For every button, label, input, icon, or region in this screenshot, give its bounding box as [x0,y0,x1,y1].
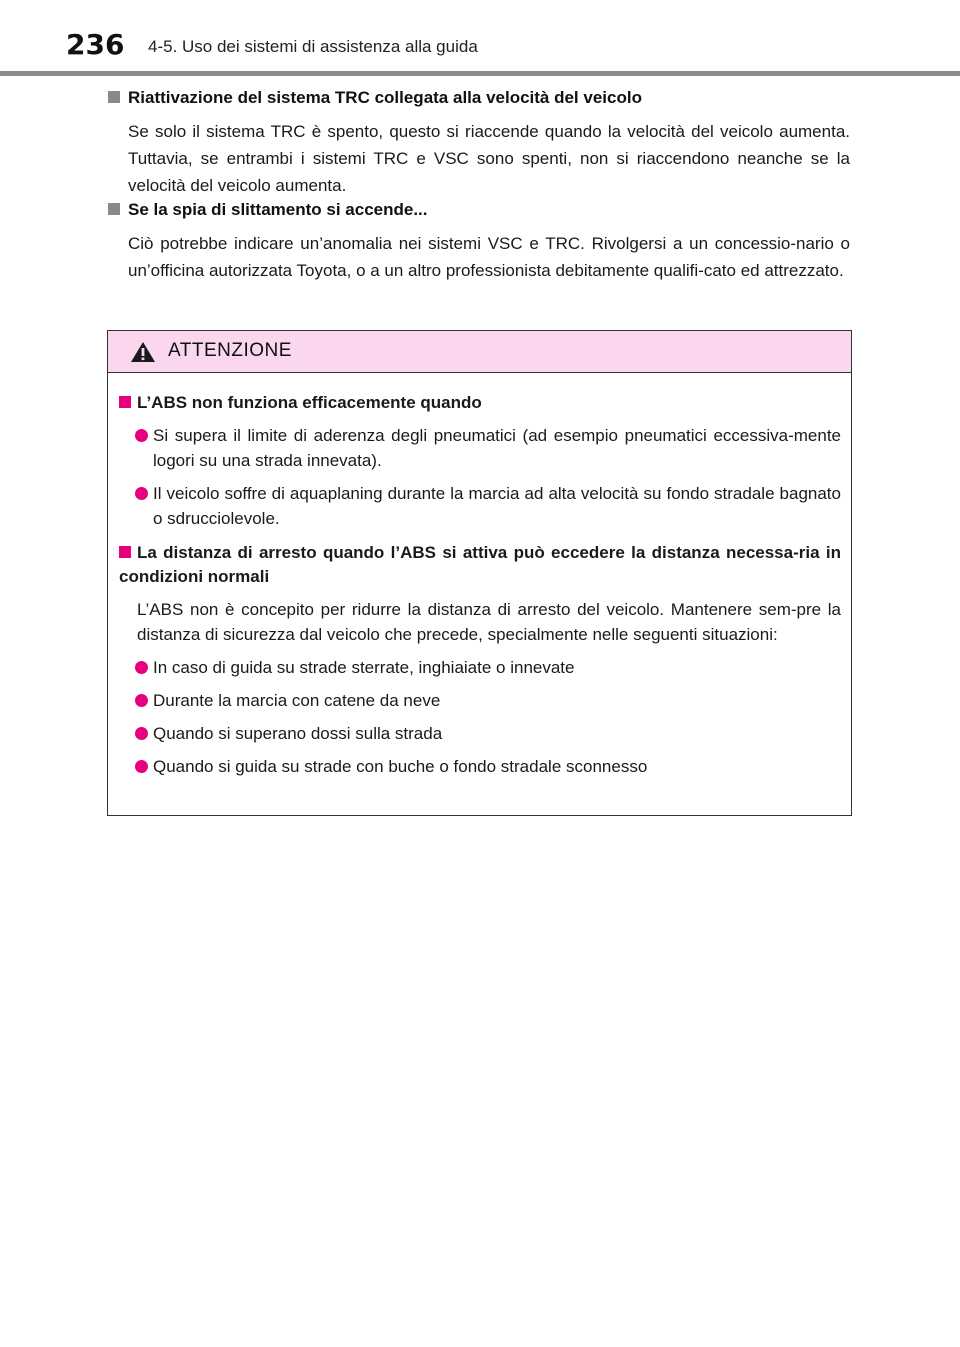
list-item: Quando si superano dossi sulla strada [119,721,841,746]
section-text: Se solo il sistema TRC è spento, questo si riaccende quando la velocità del veicolo aumenta. Tuttavia, se entrambi i sistemi TRC e VSC sono spenti, non si riaccendono neanche se la velocità del veicolo aumenta. [128,122,850,195]
warning-section-heading: La distanza di arresto quando l’ABS si attiva può eccedere la distanza necessa-ria in condizioni normali [119,543,841,586]
section-square-icon [119,546,131,558]
page-header [0,0,960,80]
section-slip-indicator [108,198,850,284]
list-item: Quando si guida su strade con buche o fondo stradale sconnesso [119,754,841,779]
section-square-icon [108,91,120,103]
bullet-dot-icon [135,429,148,442]
warning-section-text: L’ABS non è concepito per ridurre la distanza di arresto del veicolo. Mantenere sem-pre la distanza di sicurezza dal veicolo che precede, specialmente nelle seguenti situazioni: [137,600,841,644]
list-item: In caso di guida su strade sterrate, inghiaiate o innevate [119,655,841,680]
section-trc-reactivation [108,86,850,199]
bullet-dot-icon [135,661,148,674]
header-rule [0,71,960,76]
section-heading: Se la spia di slittamento si accende... [108,198,850,222]
warning-section-heading: L’ABS non funziona efficacemente quando [119,391,841,415]
list-item: Durante la marcia con catene da neve [119,688,841,713]
section-text: Ciò potrebbe indicare un’anomalia nei sistemi VSC e TRC. Rivolgersi a un concessio-nario o un’officina autorizzata Toyota, o a un altro professionista debitamente qualifi-cato ed attrezzato. [128,234,850,280]
warning-body [119,391,841,779]
list-item: Il veicolo soffre di aquaplaning durante la marcia ad alta velocità su fondo stradale bagnato o sdrucciolevole. [119,481,841,531]
bullet-dot-icon [135,694,148,707]
warning-header [108,331,851,373]
bullet-dot-icon [135,760,148,773]
section-square-icon [108,203,120,215]
page-number: 236 [66,28,125,61]
warning-box [107,330,852,816]
warning-title: ATTENZIONE [168,340,292,361]
list-item: Si supera il limite di aderenza degli pneumatici (ad esempio pneumatici eccessiva-mente logori su una strada innevata). [119,423,841,473]
section-square-icon [119,396,131,408]
chapter-title: 4-5. Uso dei sistemi di assistenza alla guida [148,37,478,56]
bullet-dot-icon [135,487,148,500]
section-heading: Riattivazione del sistema TRC collegata alla velocità del veicolo [108,86,850,110]
bullet-dot-icon [135,727,148,740]
warning-triangle-icon [130,341,156,363]
